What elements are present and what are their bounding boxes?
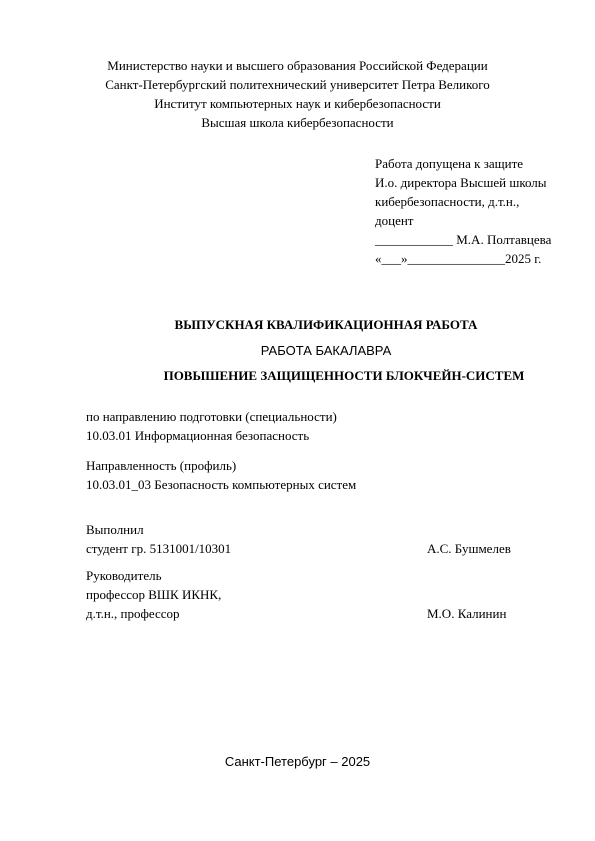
direction-label: по направлению подготовки (специальности)	[86, 409, 337, 424]
header-line-school: Высшая школа кибербезопасности	[201, 115, 394, 130]
author-name: А.С. Бушмелев	[427, 541, 511, 556]
approval-signature-line: ____________ М.А. Полтавцева	[375, 232, 552, 247]
work-type-heading: ВЫПУСКНАЯ КВАЛИФИКАЦИОННАЯ РАБОТА	[174, 317, 478, 332]
ministry-header	[0, 56, 595, 132]
author-role: студент гр. 5131001/10301	[86, 541, 232, 556]
approval-line-degree: кибербезопасности, д.т.н.,	[375, 194, 520, 209]
header-line-ministry: Министерство науки и высшего образования Российской Федерации	[107, 58, 488, 73]
degree-heading: РАБОТА БАКАЛАВРА	[260, 343, 392, 358]
approval-block	[375, 154, 551, 268]
header-line-institute: Институт компьютерных наук и кибербезопасности	[154, 96, 441, 111]
topic-heading: ПОВЫШЕНИЕ ЗАЩИЩЕННОСТИ БЛОКЧЕЙН-СИСТЕМ	[163, 368, 525, 383]
approval-date-line: «___»_______________2025 г.	[375, 251, 542, 266]
profile-value: 10.03.01_03 Безопасность компьютерных систем	[86, 477, 357, 492]
profile-block	[86, 456, 356, 494]
direction-block	[86, 407, 337, 445]
supervisor-role-line2: д.т.н., профессор	[86, 606, 180, 621]
footer-city-year: Санкт-Петербург – 2025	[224, 754, 371, 769]
approval-line-director: И.о. директора Высшей школы	[375, 175, 547, 190]
direction-value: 10.03.01 Информационная безопасность	[86, 428, 310, 443]
author-block	[86, 520, 231, 558]
approval-line-admitted: Работа допущена к защите	[375, 156, 524, 171]
profile-label: Направленность (профиль)	[86, 458, 237, 473]
supervisor-label: Руководитель	[86, 568, 162, 583]
header-line-university: Санкт-Петербургский политехнический университет Петра Великого	[105, 77, 490, 92]
supervisor-block	[86, 566, 221, 623]
author-label: Выполнил	[86, 522, 144, 537]
supervisor-name: М.О. Калинин	[427, 606, 507, 621]
approval-line-title: доцент	[375, 213, 414, 228]
supervisor-role-line1: профессор ВШК ИКНК,	[86, 587, 222, 602]
